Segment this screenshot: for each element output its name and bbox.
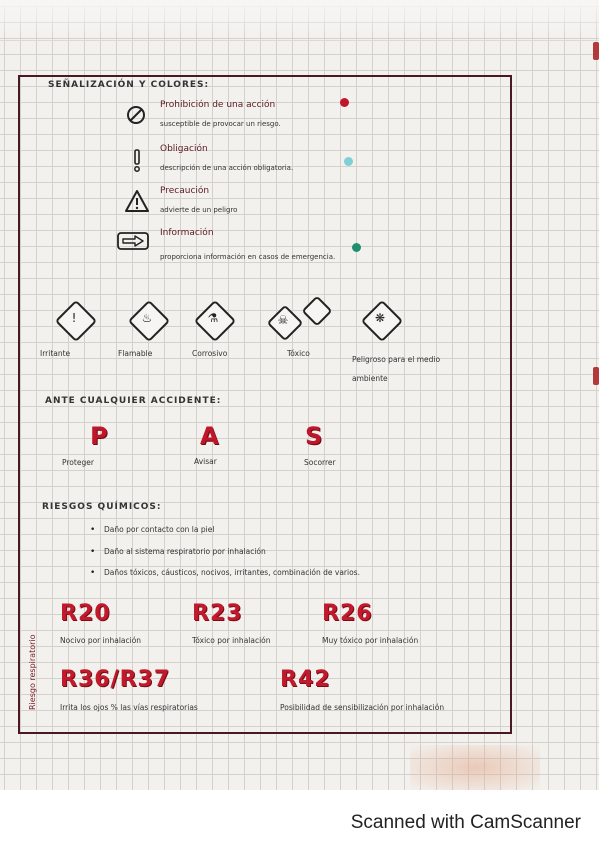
hazard-label-irritant: Irritante: [40, 349, 71, 358]
risk-code-r26: R26: [322, 601, 373, 626]
risk-code-r42: R42: [280, 667, 331, 692]
sign-label-obligation: Obligación: [160, 144, 208, 154]
pas-letter-s: S: [305, 422, 323, 450]
sign-label-information: Información: [160, 228, 214, 238]
hazard-label-corrosive: Corrosivo: [192, 349, 228, 358]
bullet-marker: •: [90, 547, 96, 557]
pas-label-proteger: Proteger: [62, 458, 94, 467]
signage-title: SEÑALIZACIÓN Y COLORES:: [48, 80, 210, 90]
pas-label-socorrer: Socorrer: [304, 458, 336, 467]
risk-desc-r42: Posibilidad de sensibilización por inhalación: [280, 703, 445, 712]
pas-letter-p: P: [90, 422, 108, 450]
blue-color-dot: [344, 157, 353, 166]
page-tab-marker: [593, 367, 599, 385]
warning-triangle-icon: [124, 188, 150, 214]
bullet-marker: •: [90, 525, 96, 535]
green-color-dot: [352, 243, 361, 252]
risks-title: RIESGOS QUÍMICOS:: [42, 502, 162, 512]
hazard-label-flammable: Flamable: [118, 349, 153, 358]
sign-desc-caution: advierte de un peligro: [160, 206, 238, 214]
exclamation-icon: [130, 148, 144, 174]
prohibition-icon: [125, 104, 147, 126]
irritant-icon: !: [71, 311, 77, 325]
hazard-label-environment: Peligroso para el medio ambiente: [352, 355, 441, 383]
sign-desc-information: proporciona información en casos de emergencia.: [160, 253, 336, 261]
risk-item: Daño al sistema respiratorio por inhalación: [104, 547, 266, 556]
arrow-right-icon: [116, 231, 150, 251]
risk-desc-r36-r37: Irrita los ojos % las vías respiratorias: [60, 703, 198, 712]
risk-desc-r23: Tóxico por inhalación: [192, 636, 271, 645]
sign-desc-obligation: descripción de una acción obligatoria.: [160, 164, 294, 172]
red-color-dot: [340, 98, 349, 107]
pas-label-avisar: Avisar: [194, 457, 217, 466]
risk-code-r23: R23: [192, 601, 243, 626]
risk-item: Daños tóxicos, cáusticos, nocivos, irritantes, combinación de varios.: [104, 568, 360, 577]
accident-title: ANTE CUALQUIER ACCIDENTE:: [45, 396, 222, 406]
risk-code-r36-r37: R36/R37: [60, 667, 171, 692]
corrosive-icon: ⚗: [207, 311, 219, 325]
paper-stain: [410, 745, 540, 790]
environment-icon: ❋: [374, 311, 386, 325]
sign-label-caution: Precaución: [160, 186, 210, 196]
risk-desc-r20: Nocivo por inhalación: [60, 636, 142, 645]
risk-code-r20: R20: [60, 601, 111, 626]
side-label-respiratory: Riesgo respiratorio: [28, 634, 37, 710]
flame-icon: ♨: [141, 311, 153, 325]
page-top-edge: [0, 0, 599, 41]
sign-label-prohibition: Prohibición de una acción: [160, 100, 276, 110]
risk-item: Daño por contacto con la piel: [104, 525, 215, 534]
bullet-marker: •: [90, 568, 96, 578]
risk-desc-r26: Muy tóxico por inhalación: [322, 636, 419, 645]
sign-desc-prohibition: susceptible de provocar un riesgo.: [160, 120, 281, 128]
scanner-watermark: Scanned with CamScanner: [350, 812, 581, 833]
hazard-label-toxic: Tóxico: [287, 349, 310, 358]
pas-letter-a: A: [200, 422, 219, 450]
page-tab-marker: [593, 42, 599, 60]
scanner-footer: [0, 790, 599, 848]
skull-icon: ☠: [277, 313, 289, 327]
